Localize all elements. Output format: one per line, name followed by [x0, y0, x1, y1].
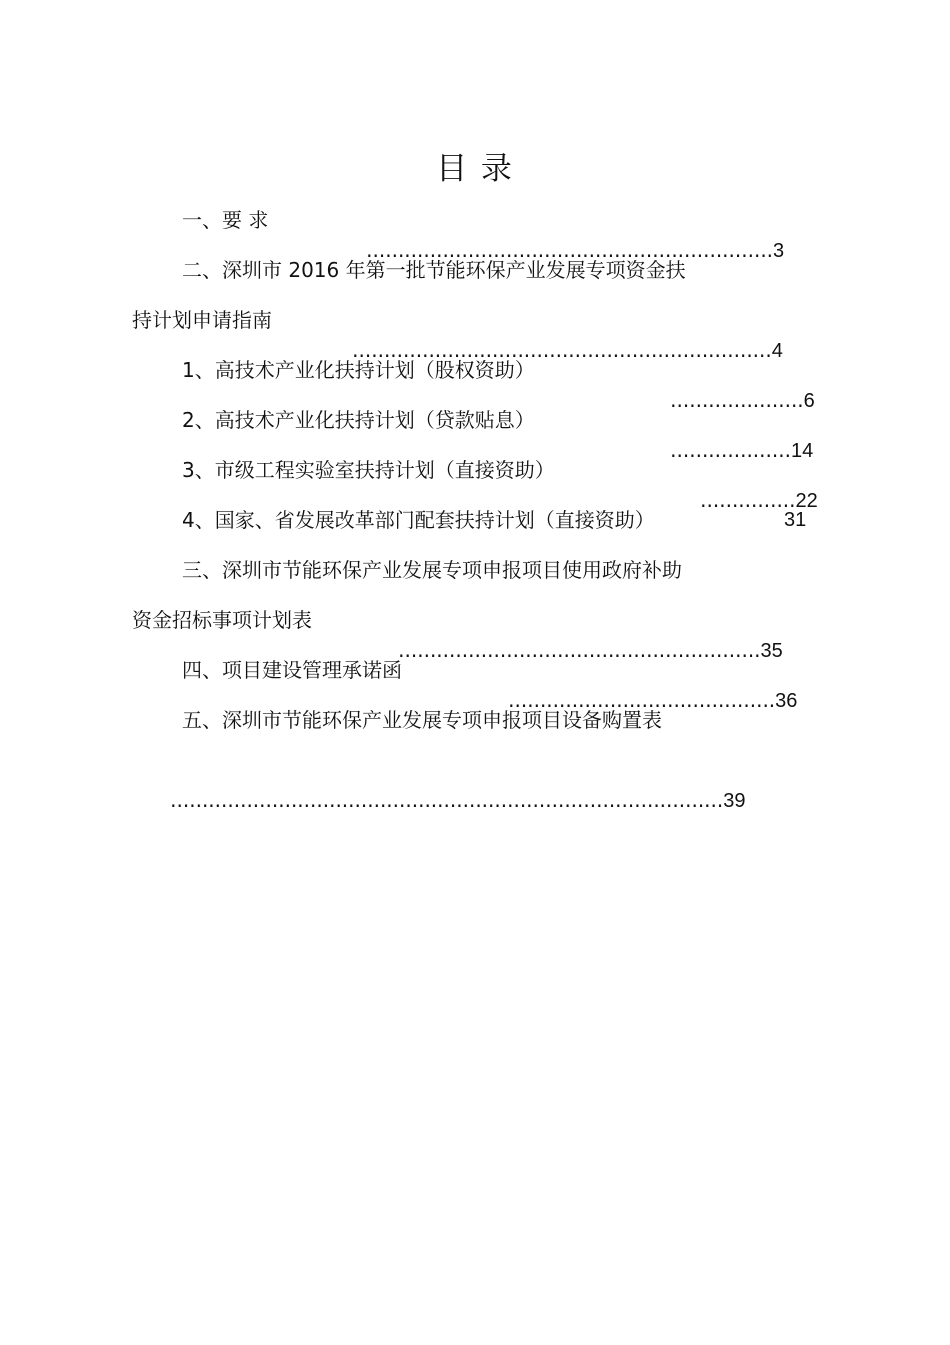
- toc-entry-text: 四、项目建设管理承诺函: [182, 658, 402, 682]
- toc-entry-text: 五、深圳市节能环保产业发展专项申报项目设备购置表: [182, 708, 662, 732]
- leader-dots: .........................................................: [398, 638, 761, 662]
- toc-entry-text: 4、国家、省发展改革部门配套扶持计划（直接资助）: [182, 508, 655, 532]
- toc-entry-page: 4: [771, 340, 783, 362]
- toc-entry-text: 3、市级工程实验室扶持计划（直接资助）: [182, 458, 555, 482]
- toc-entry-page: 36: [775, 690, 798, 712]
- toc-entry-text: 持计划申请指南: [132, 308, 272, 332]
- page-title: 目 录: [436, 151, 514, 187]
- toc-entry-text: 二、深圳市 2016 年第一批节能环保产业发展专项资金扶: [182, 258, 686, 282]
- leader-dots: .......................................................................................: [170, 788, 724, 812]
- toc-entry-text: 2、高技术产业化扶持计划（贷款贴息）: [182, 408, 535, 432]
- toc-entry-leader: [132, 755, 746, 846]
- leader-dots: .....................: [670, 388, 804, 412]
- leader-dots: ................................................................: [366, 238, 774, 262]
- leader-dots: ...............: [700, 488, 796, 512]
- toc-entry-page: 35: [760, 640, 783, 662]
- toc-entry-page: 6: [803, 390, 815, 412]
- toc-entry-page: 14: [790, 440, 814, 462]
- leader-dots: ...................: [670, 438, 791, 462]
- leader-dots: ..................................................................: [352, 338, 772, 362]
- toc-entry-text: 资金招标事项计划表: [132, 608, 312, 632]
- toc-entry-page: 3: [773, 240, 785, 262]
- toc-entry-text: 一、要 求: [182, 208, 269, 232]
- toc-entry-page: 39: [723, 790, 746, 812]
- toc-entry-page: 31: [784, 509, 807, 531]
- toc-entry-text: 1、高技术产业化扶持计划（股权资助）: [182, 358, 535, 382]
- toc-entry-page: 22: [795, 490, 818, 512]
- leader-dots: ..........................................: [508, 688, 776, 712]
- toc-entry-text: 三、深圳市节能环保产业发展专项申报项目使用政府补助: [182, 558, 682, 582]
